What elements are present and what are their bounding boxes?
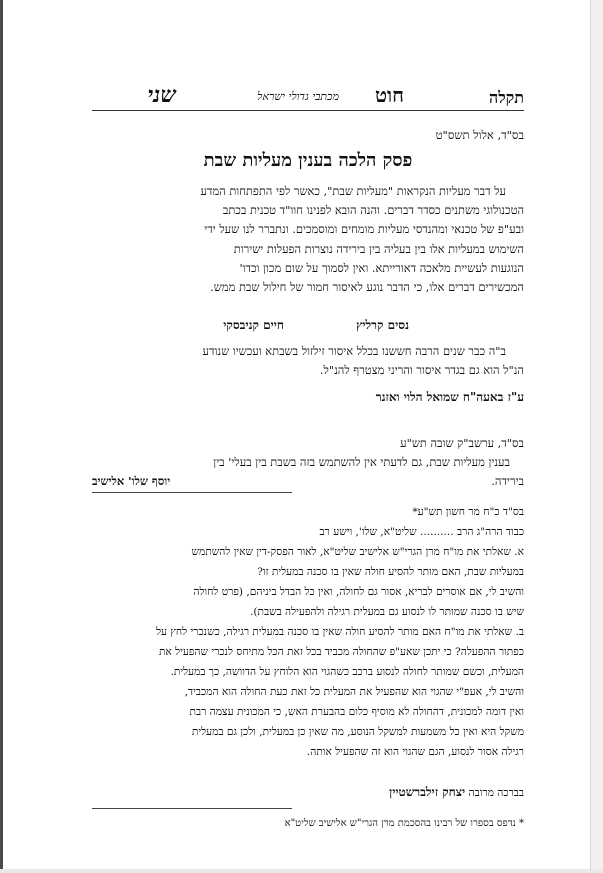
elyashiv-letter (92, 434, 524, 492)
footnote: * נדפס בספרו של רבינו בהסכמת מרן הגרי"ש אלישיב שליט"א (284, 818, 524, 829)
text-line: בענין מעליות שבת, גם לדעתי אין להשתמש בזה בשבת בין בעלי' בין (213, 455, 510, 470)
text-line: ובע"פ של טכנאי ומהנדסי מעליות מומחים ומוסמכים. ונתברר לנו שעל ידי (204, 222, 524, 237)
text-line: הנ"ל הוא גם בגדר איסור והריני מצטרף להנ"ל. (319, 363, 524, 378)
header-source: מכתבי גדולי ישראל (257, 90, 339, 103)
header-part: שני (147, 82, 176, 108)
running-header (92, 72, 524, 110)
page-title: פסק הלכה בענין מעליות שבת (203, 150, 413, 171)
header-section: חוט (374, 83, 404, 107)
text-line: שיש בו סכנה שמותר לו לנסוע גם במעלית רגילה ולהפעילה בשבת). (250, 606, 524, 618)
text-line: הנוגעות לעשיית מלאכה דאורייתא. ואין לסמוך על שום מכון וכדו' (239, 260, 524, 275)
window-bottom-edge (0, 869, 603, 873)
signature-elyashiv: יוסף שלו' אלישיב (92, 474, 171, 489)
text-line: והשיב לי, אעפ"י שהגוי הוא שהפעיל את המעלית כל זאת כעת החולה הוא המכביד, (184, 686, 524, 698)
text-line: בירידה. יוסף שלו' אלישיב (92, 472, 524, 491)
header-rule (92, 110, 524, 111)
text-line: ואין דומה למכונית, דהחולה לא מוסיף כלום בהבערת האש, כי המכונית עצמה רבת (189, 706, 524, 718)
signature-kanievsky: חיים קניבסקי (223, 318, 284, 332)
text-line: ב"ה כבר שנים הרבה חששנו בכלל איסור זילזול בשבתא ועכשיו שנודע (202, 344, 506, 358)
ruling-paragraph (92, 182, 524, 297)
text-line: כפתור ההפעלה? כי יתכן שאע"פ שהחולה מכביד בכל זאת הכל מתיחס לנכרי שהפעיל את (158, 646, 524, 658)
signature-wosner: ע"ז באעה"ח שמואל הלוי ואזנר (375, 390, 524, 404)
text-line: על דבר מעליות הנקראות "מעליות שבת", כאשר לפי התפתחות המדע (200, 184, 506, 198)
wosner-paragraph (92, 342, 524, 380)
text-line: והשיב לי, אם אוסרים לבריא, אסור גם לחולה, ואין כל הבדל ביניהם, (פרט לחולה (193, 586, 524, 598)
text-line: כבוד הרה"ג הרב .......... שליט"א, שלו', וישע רב (319, 526, 524, 538)
window-left-edge (0, 0, 3, 873)
text-line: במעליות שבת, האם מותר להסיע חולה שאין בו סכנה במעלית זו? (257, 566, 524, 578)
vertical-scrollbar[interactable] (590, 0, 603, 873)
text-line: ב. שאלתי את מו"ח האם מותר להסיע חולה שאין בו סכנה במעלית רגילה, כשנכרי לחץ על (156, 626, 524, 638)
text-line: הטכנולוגי משתנים כסדר דברים. והנה הובא לפנינו חוו"ד טכנית בכתב (222, 203, 524, 218)
text-line: השימוש במעליות אלו בין בעליה בין בירידה נוצרות הפעלות ישירות (233, 241, 524, 256)
header-book-title: תקלה (488, 88, 524, 107)
text-line: המכשירים דברים אלו, כי הדבר נוגע לאיסור חמור של חילול שבת ממש. (210, 279, 524, 294)
section-divider (92, 492, 292, 493)
qa-section (92, 502, 524, 802)
text-line: המעלית, וכשם שמותר לחולה לנסוע ברכב כשהגוי הוא הלוחץ על הדוושה, כך במעלית. (170, 666, 524, 678)
text-line: בברכה מרובה יצחק זילברשטיין (389, 785, 524, 799)
text-line: בס"ד כ"ח מר חשון תש"ע* (412, 506, 524, 518)
signature-silberstein: יצחק זילברשטיין (389, 785, 466, 799)
text-line: א. שאלתי את מו"ח מרן הגרי"ש אלישיב שליט"א, לאור הפסק-דין שאין להשתמש (191, 546, 524, 558)
footnote-divider (92, 808, 292, 809)
text-line: בס"ד, ערשב"ק שובה תש"ע (400, 436, 524, 450)
letter-date: בס"ד, אלול תשס"ט (435, 128, 524, 142)
signature-karelitz: נסים קרליץ (356, 318, 409, 332)
document-page (92, 70, 524, 850)
text-line (92, 762, 524, 782)
text-line: משקל היא ואין כל משמעות למשקל הנוסע, מה שאין כן במעלית, ולכן גם במעלית (191, 726, 524, 738)
text-line: רגילה אסור לנסוע, הגם שהגוי הוא זה שהפעיל אותה. (306, 746, 524, 758)
